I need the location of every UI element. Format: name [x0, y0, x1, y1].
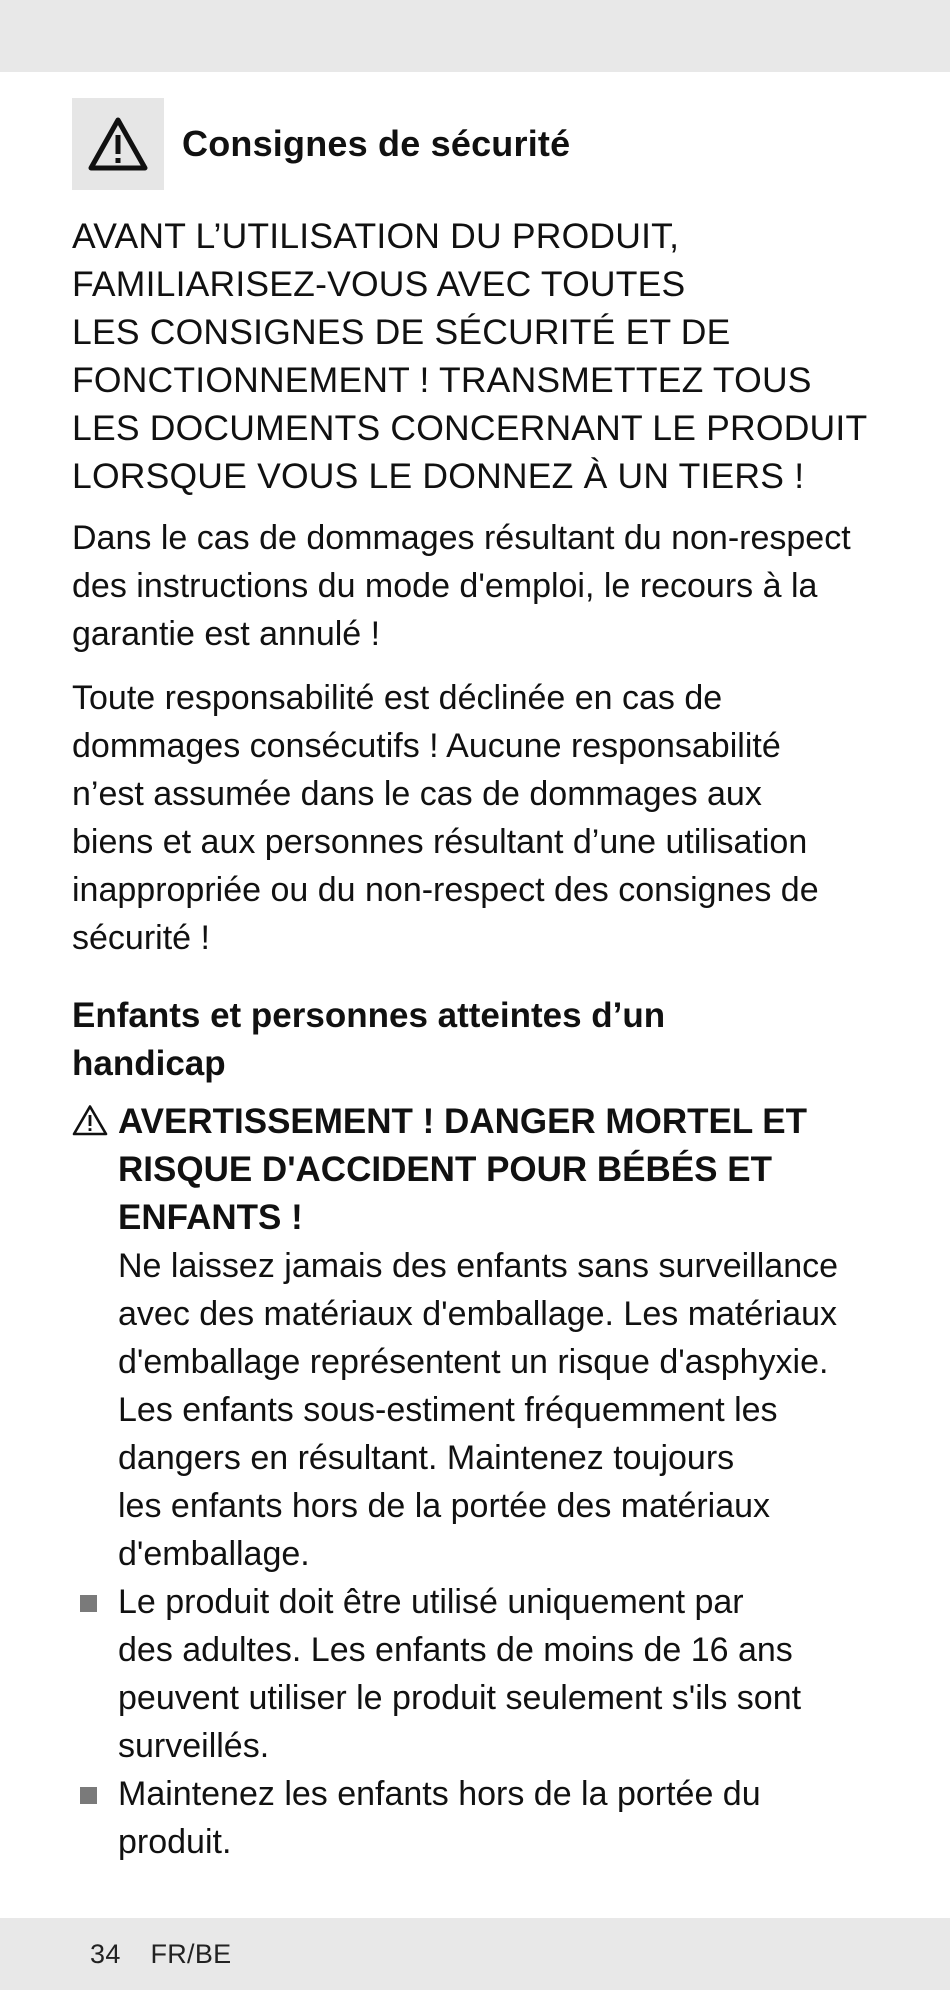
- square-bullet-icon: [80, 1595, 97, 1612]
- text-line: inappropriée ou du non-respect des consignes de: [72, 871, 819, 909]
- top-band: [0, 0, 950, 72]
- page-footer: [90, 1939, 231, 1970]
- text-line: des adultes. Les enfants de moins de 16 ans: [118, 1631, 793, 1669]
- warning-triangle-icon: [87, 116, 149, 172]
- subsection-heading: [72, 992, 880, 1088]
- page-content: [72, 98, 880, 1866]
- text-line: dommages consécutifs ! Aucune responsabilité: [72, 727, 781, 765]
- text-line: biens et aux personnes résultant d’une utilisation: [72, 823, 808, 861]
- text-line: Toute responsabilité est déclinée en cas de: [72, 679, 723, 717]
- heading-line: handicap: [72, 1044, 226, 1083]
- warning-title-line: ENFANTS !: [118, 1198, 303, 1237]
- warning-text: [118, 1242, 880, 1578]
- warning-small-icon: [72, 1104, 108, 1136]
- text-line: Les enfants sous-estiment fréquemment les: [118, 1391, 778, 1429]
- locale-label: FR/BE: [150, 1939, 232, 1969]
- text-line: sécurité !: [72, 919, 210, 957]
- list-item: [72, 1770, 880, 1866]
- text-line: surveillés.: [118, 1727, 270, 1765]
- text-line: avec des matériaux d'emballage. Les matériaux: [118, 1295, 837, 1333]
- warning-title-line: AVERTISSEMENT ! DANGER MORTEL ET: [118, 1102, 808, 1141]
- caps-line: LES DOCUMENTS CONCERNANT LE PRODUIT: [72, 408, 868, 448]
- warning-title-line: RISQUE D'ACCIDENT POUR BÉBÉS ET: [118, 1150, 772, 1189]
- text-line: Dans le cas de dommages résultant du non-respect: [72, 519, 851, 557]
- section-header: [72, 98, 880, 190]
- text-line: peuvent utiliser le produit seulement s'ils sont: [118, 1679, 802, 1717]
- text-line: dangers en résultant. Maintenez toujours: [118, 1439, 735, 1477]
- page-number: 34: [90, 1939, 121, 1969]
- heading-line: Enfants et personnes atteintes d’un: [72, 996, 666, 1035]
- intro-caps-notice: [72, 212, 880, 500]
- caps-line: LES CONSIGNES DE SÉCURITÉ ET DE: [72, 312, 731, 352]
- list-item: [72, 1578, 880, 1770]
- warning-icon-box: [72, 98, 164, 190]
- text-line: d'emballage.: [118, 1535, 310, 1573]
- caps-line: FAMILIARISEZ-VOUS AVEC TOUTES: [72, 264, 686, 304]
- text-line: Maintenez les enfants hors de la portée du: [118, 1775, 761, 1813]
- warning-item: [72, 1098, 880, 1578]
- text-line: Ne laissez jamais des enfants sans surveillance: [118, 1247, 839, 1285]
- bullet-list: [72, 1578, 880, 1866]
- text-line: les enfants hors de la portée des matériaux: [118, 1487, 771, 1525]
- text-line: produit.: [118, 1823, 232, 1861]
- liability-paragraph: [72, 674, 880, 962]
- warning-title: [118, 1098, 880, 1242]
- caps-line: LORSQUE VOUS LE DONNEZ À UN TIERS !: [72, 456, 805, 496]
- text-line: des instructions du mode d'emploi, le recours à la: [72, 567, 818, 605]
- square-bullet-icon: [80, 1787, 97, 1804]
- text-line: garantie est annulé !: [72, 615, 381, 653]
- text-line: d'emballage représentent un risque d'asphyxie.: [118, 1343, 829, 1381]
- text-line: Le produit doit être utilisé uniquement par: [118, 1583, 744, 1621]
- caps-line: FONCTIONNEMENT ! TRANSMETTEZ TOUS: [72, 360, 812, 400]
- warranty-paragraph: [72, 514, 880, 658]
- caps-line: AVANT L’UTILISATION DU PRODUIT,: [72, 216, 680, 256]
- text-line: n’est assumée dans le cas de dommages aux: [72, 775, 762, 813]
- section-title: Consignes de sécurité: [182, 123, 571, 164]
